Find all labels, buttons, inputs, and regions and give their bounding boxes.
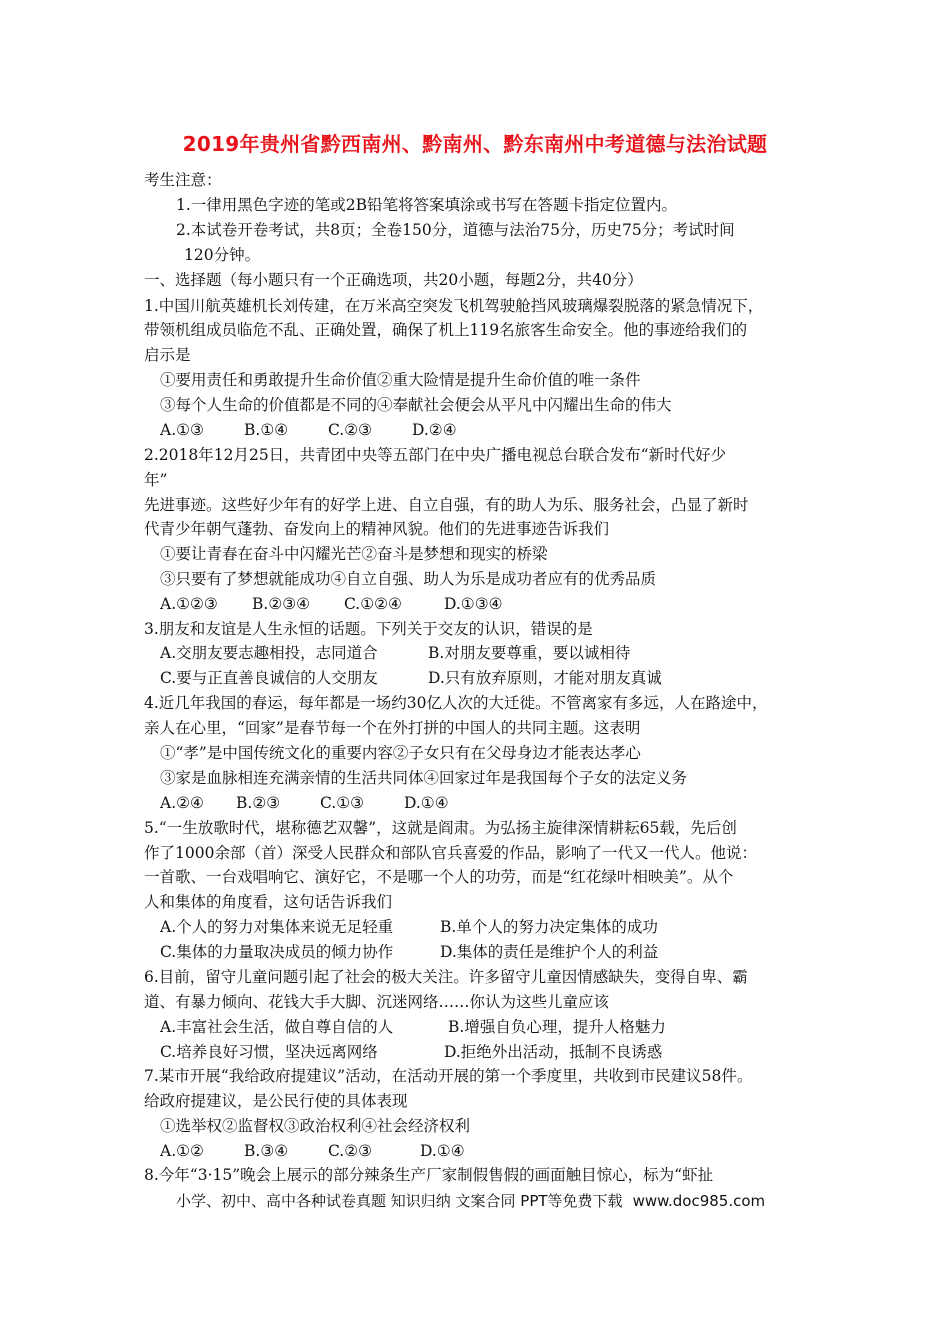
question-stem: 一首歌、一台戏唱响它、演好它，不是哪一个人的功劳，而是“红花绿叶相映美”。从个 <box>144 868 734 886</box>
option-c: C.集体的力量取决成员的倾力协作 <box>160 943 394 961</box>
option-d: D.①③④ <box>444 595 503 613</box>
option-b: B.①④ <box>244 421 289 439</box>
notice-item: 1.一律用黑色字迹的笔或2B铅笔将答案填涂或书写在答题卡指定位置内。 <box>176 196 678 214</box>
question-stem: 先进事迹。这些好少年有的好学上进、自立自强，有的助人为乐、服务社会，凸显了新时 <box>144 496 749 514</box>
notice-heading: 考生注意： <box>144 171 222 189</box>
footer-url[interactable]: www.doc985.com <box>632 1192 766 1210</box>
option-b: B.③④ <box>244 1142 289 1160</box>
question-stem: 年” <box>144 471 168 489</box>
option-d: D.②④ <box>412 421 457 439</box>
option-c: C.②③ <box>328 1142 373 1160</box>
option-c: C.①②④ <box>344 595 402 613</box>
question-stem: 3.朋友和友谊是人生永恒的话题。下列关于交友的认识，错误的是 <box>144 620 593 638</box>
option-c: C.培养良好习惯，坚决远离网络 <box>160 1043 378 1061</box>
question-stem: 8.今年“3·15”晚会上展示的部分辣条生产厂家制假售假的画面触目惊心，标为“虾扯 <box>144 1166 714 1184</box>
question-statement: ③家是血脉相连充满亲情的生活共同体④回家过年是我国每个子女的法定义务 <box>160 769 688 787</box>
question-stem: 作了1000余部（首）深受人民群众和部队官兵喜爱的作品，影响了一代又一代人。他说： <box>144 844 757 862</box>
question-stem: 6.目前，留守儿童问题引起了社会的极大关注。许多留守儿童因情感缺失，变得自卑、霸 <box>144 968 748 986</box>
option-d: D.①④ <box>420 1142 465 1160</box>
question-stem: 1.中国川航英雄机长刘传建，在万米高空突发飞机驾驶舱挡风玻璃爆裂脱落的紧急情况下， <box>144 297 764 315</box>
question-stem: 启示是 <box>144 346 191 364</box>
footer-text: 小学、初中、高中各种试卷真题 知识归纳 文案合同 PPT等免费下载 <box>176 1192 623 1210</box>
option-c: C.要与正直善良诚信的人交朋友 <box>160 669 378 687</box>
question-stem: 带领机组成员临危不乱、正确处置，确保了机上119名旅客生命安全。他的事迹给我们的 <box>144 321 748 339</box>
option-b: B.单个人的努力决定集体的成功 <box>440 918 658 936</box>
page-title: 2019年贵州省黔西南州、黔南州、黔东南州中考道德与法治试题 <box>182 132 768 156</box>
question-stem: 2.2018年12月25日，共青团中央等五部门在中央广播电视总台联合发布“新时代好少 <box>144 446 727 464</box>
option-a: A.个人的努力对集体来说无足轻重 <box>160 918 394 936</box>
notice-item: 120分钟。 <box>184 246 261 264</box>
question-statement: ①“孝”是中国传统文化的重要内容②子女只有在父母身边才能表达孝心 <box>160 744 641 762</box>
option-c: C.②③ <box>328 421 373 439</box>
option-a: A.②④ <box>160 794 204 812</box>
notice-item: 2.本试卷开卷考试，共8页；全卷150分，道德与法治75分，历史75分；考试时间 <box>176 221 735 239</box>
option-d: D.集体的责任是维护个人的利益 <box>440 943 659 961</box>
option-b: B.增强自负心理，提升人格魅力 <box>448 1018 666 1036</box>
option-a: A.①③ <box>160 421 204 439</box>
option-d: D.①④ <box>404 794 449 812</box>
option-a: A.交朋友要志趣相投，志同道合 <box>160 644 378 662</box>
option-c: C.①③ <box>320 794 365 812</box>
question-statement: ③每个人生命的价值都是不同的④奉献社会便会从平凡中闪耀出生命的伟大 <box>160 396 672 414</box>
question-statement: ①选举权②监督权③政治权利④社会经济权利 <box>160 1117 471 1135</box>
option-b: B.对朋友要尊重，要以诚相待 <box>428 644 631 662</box>
question-stem: 亲人在心里，“回家”是春节每一个在外打拼的中国人的共同主题。这表明 <box>144 719 641 737</box>
question-stem: 4.近几年我国的春运，每年都是一场约30亿人次的大迁徙。不管离家有多远，人在路途中， <box>144 694 768 712</box>
question-stem: 代青少年朝气蓬勃、奋发向上的精神风貌。他们的先进事迹告诉我们 <box>144 520 610 538</box>
option-a: A.丰富社会生活，做自尊自信的人 <box>160 1018 394 1036</box>
question-stem: 给政府提建议，是公民行使的具体表现 <box>144 1092 408 1110</box>
section-heading: 一、选择题（每小题只有一个正确选项，共20小题，每题2分，共40分） <box>144 271 643 289</box>
question-stem: 7.某市开展“我给政府提建议”活动，在活动开展的第一个季度里，共收到市民建议58件。 <box>144 1067 753 1085</box>
page-footer <box>176 1190 765 1211</box>
option-b: B.②③ <box>236 794 281 812</box>
question-stem: 道、有暴力倾向、花钱大手大脚、沉迷网络……你认为这些儿童应该 <box>144 993 610 1011</box>
question-stem: 5.“一生放歌时代，堪称德艺双馨”，这就是阎肃。为弘扬主旋律深情耕耘65载，先后创 <box>144 819 737 837</box>
option-d: D.拒绝外出活动，抵制不良诱惑 <box>444 1043 663 1061</box>
question-statement: ①要用责任和勇敢提升生命价值②重大险情是提升生命价值的唯一条件 <box>160 371 641 389</box>
question-statement: ①要让青春在奋斗中闪耀光芒②奋斗是梦想和现实的桥梁 <box>160 545 548 563</box>
option-d: D.只有放弃原则，才能对朋友真诚 <box>428 669 662 687</box>
option-a: A.①② <box>160 1142 204 1160</box>
option-b: B.②③④ <box>252 595 311 613</box>
question-stem: 人和集体的角度看，这句话告诉我们 <box>144 893 393 911</box>
question-statement: ③只要有了梦想就能成功④自立自强、助人为乐是成功者应有的优秀品质 <box>160 570 657 588</box>
option-a: A.①②③ <box>160 595 218 613</box>
